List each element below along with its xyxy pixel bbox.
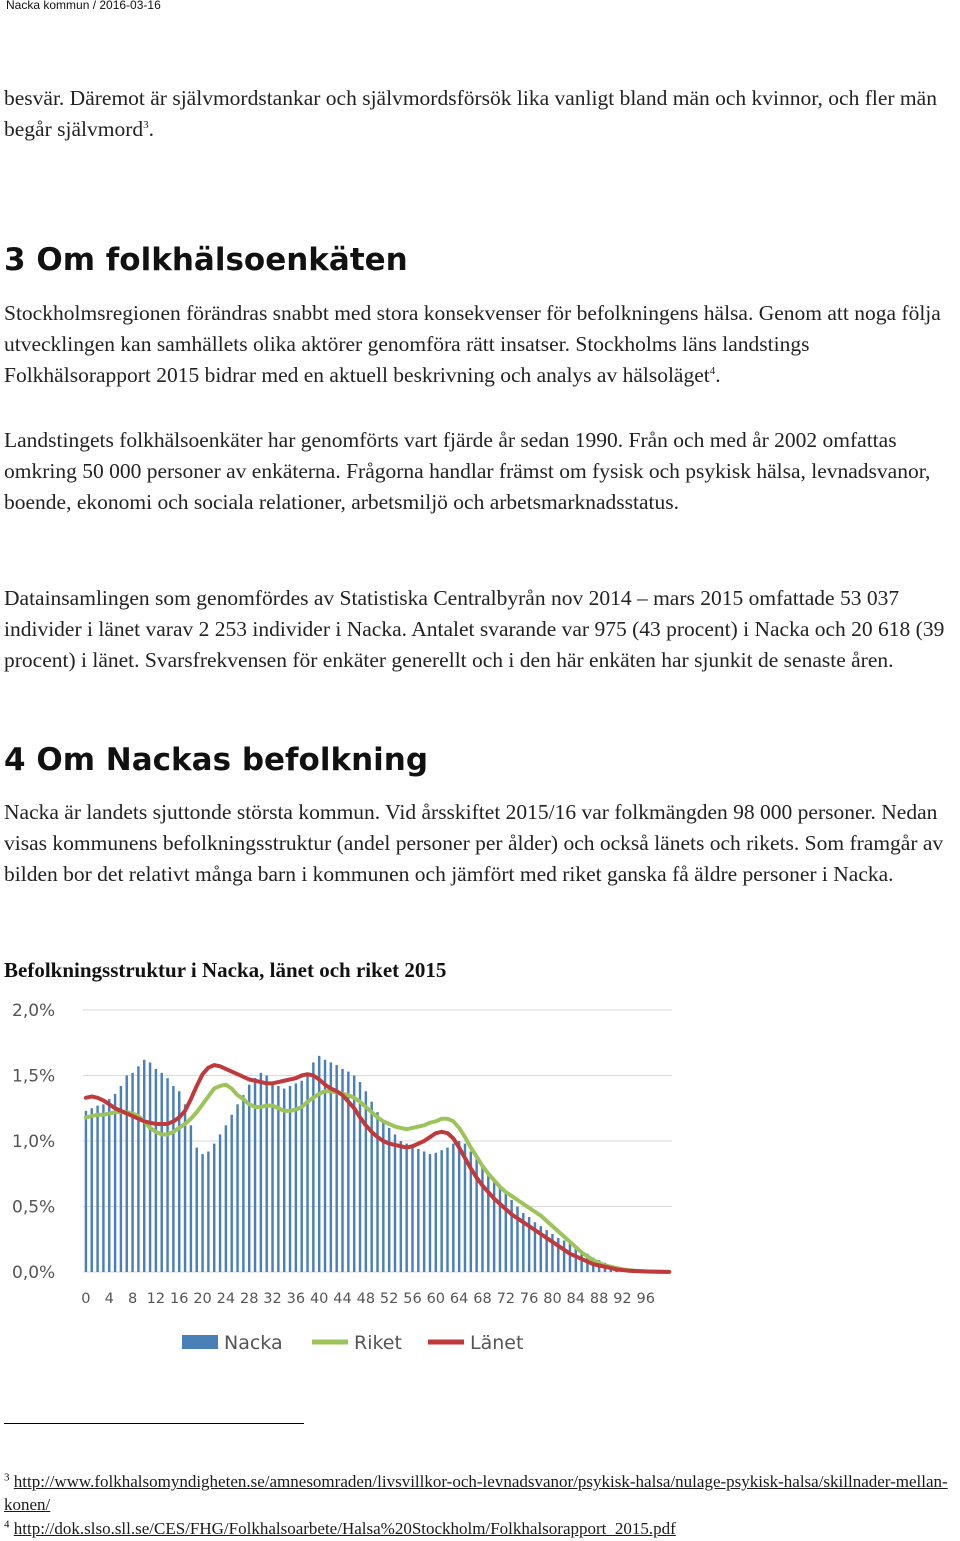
bar-nacka — [102, 1104, 104, 1272]
x-tick-label: 80 — [543, 1291, 562, 1307]
bar-nacka — [394, 1134, 396, 1272]
x-tick-label: 76 — [519, 1291, 539, 1307]
bar-nacka — [335, 1065, 337, 1272]
bar-nacka — [569, 1243, 571, 1272]
bar-nacka — [166, 1078, 168, 1272]
bar-nacka — [143, 1060, 145, 1272]
bar-nacka — [108, 1099, 110, 1272]
bar-nacka — [382, 1121, 384, 1272]
bar-nacka — [563, 1241, 565, 1272]
x-tick-label: 16 — [169, 1291, 189, 1307]
bar-nacka — [96, 1106, 98, 1272]
y-tick-label: 1,5% — [12, 1066, 56, 1087]
bar-nacka — [277, 1086, 279, 1272]
bar-nacka — [289, 1086, 291, 1272]
legend-label-nacka: Nacka — [224, 1332, 283, 1354]
bar-nacka — [429, 1154, 431, 1272]
x-tick-label: 56 — [403, 1291, 422, 1307]
bar-nacka — [411, 1148, 413, 1272]
bar-nacka — [260, 1073, 262, 1272]
bar-nacka — [440, 1150, 442, 1272]
footnote-4-link[interactable]: http://dok.slso.sll.se/CES/FHG/Folkhalsoarbete/Halsa%20Stockholm/Folkhalsorapport_2015.pdf — [13, 1519, 676, 1538]
bar-nacka — [359, 1082, 361, 1272]
bar-nacka — [400, 1141, 402, 1272]
bar-nacka — [341, 1069, 343, 1272]
y-tick-label: 0,0% — [12, 1263, 56, 1283]
chart-bars-nacka — [85, 1056, 671, 1272]
x-tick-label: 68 — [473, 1291, 492, 1307]
bar-nacka — [435, 1153, 437, 1272]
bar-nacka — [195, 1148, 197, 1272]
x-tick-label: 4 — [104, 1291, 114, 1307]
bar-nacka — [417, 1149, 419, 1272]
bar-nacka — [155, 1069, 157, 1272]
intro-text: besvär. Däremot är självmordstankar och självmordsförsök lika vanligt bland män och kvinnor, och fler män begår självmord — [4, 86, 937, 141]
section-3-p1-text: Stockholmsregionen förändras snabbt med stora konsekvenser för befolkningens hälsa. Genom att noga följa utvecklingen kan samhällets olika aktörer genomföra rätt insatser. Stockholms läns landstings Folkhälsorapport 2015 bidrar med en aktuell beskrivning och analys av hälsoläget — [4, 301, 941, 387]
x-tick-label: 0 — [81, 1291, 91, 1307]
chart-x-axis — [81, 1291, 655, 1307]
x-tick-label: 24 — [216, 1291, 236, 1307]
bar-nacka — [458, 1141, 460, 1272]
bar-nacka — [248, 1085, 250, 1272]
bar-nacka — [423, 1151, 425, 1272]
bar-nacka — [452, 1144, 454, 1272]
footnote-divider — [4, 1423, 304, 1424]
bar-nacka — [370, 1102, 372, 1272]
legend-label-länet: Länet — [470, 1332, 524, 1354]
footnote-3-link[interactable]: http://www.folkhalsomyndigheten.se/amnesomraden/livsvillkor-och-levnadsvanor/psykisk-halsa/nulage-psykisk-halsa/skillnader-mellan-konen/ — [4, 1472, 948, 1514]
x-tick-label: 88 — [589, 1291, 609, 1307]
bar-nacka — [161, 1073, 163, 1272]
bar-nacka — [219, 1134, 221, 1272]
x-tick-label: 52 — [379, 1291, 399, 1307]
x-tick-label: 40 — [309, 1291, 329, 1307]
bar-nacka — [184, 1104, 186, 1272]
bar-nacka — [388, 1128, 390, 1272]
y-tick-label: 1,0% — [12, 1132, 56, 1152]
footnote-4-number: 4 — [4, 1518, 10, 1531]
footnote-3-number: 3 — [4, 1471, 10, 1484]
bar-nacka — [149, 1062, 151, 1272]
bar-nacka — [91, 1108, 93, 1272]
bar-nacka — [510, 1200, 512, 1272]
bar-nacka — [242, 1095, 244, 1272]
y-tick-label: 0,5% — [12, 1197, 56, 1218]
x-tick-label: 44 — [333, 1291, 352, 1307]
x-tick-label: 32 — [263, 1291, 282, 1307]
bar-nacka — [137, 1066, 139, 1272]
section-3-paragraph-2: Landstingets folkhälsoenkäter har genomförts vart fjärde år sedan 1990. Från och med år 2002 omfattas omkring 50 000 personer av enkäterna. Frågorna handlar främst om fysisk och psykisk hälsa, levnadsvanor, boende, ekonomi och sociala relationer, arbetsmiljö och arbetsmarknadsstatus. — [4, 428, 931, 514]
intro-end: . — [148, 117, 154, 141]
bar-nacka — [405, 1144, 407, 1272]
footnote-4 — [4, 1517, 954, 1540]
footnote-ref-3[interactable]: 3 — [143, 118, 149, 131]
bar-nacka — [190, 1125, 192, 1272]
x-tick-label: 48 — [356, 1291, 376, 1307]
bar-nacka — [365, 1091, 367, 1272]
bar-nacka — [114, 1094, 116, 1272]
x-tick-label: 28 — [239, 1291, 259, 1307]
chart-y-axis — [12, 1001, 55, 1283]
section-3-title: 3 Om folkhälsoenkäten — [4, 242, 408, 278]
bar-nacka — [493, 1180, 495, 1272]
bar-nacka — [283, 1089, 285, 1272]
section-3-p1-end: . — [715, 363, 721, 387]
bar-nacka — [213, 1144, 215, 1272]
bar-nacka — [236, 1104, 238, 1272]
chart-legend — [182, 1332, 523, 1354]
section-3-paragraph-3: Datainsamlingen som genomfördes av Statistiska Centralbyrån nov 2014 – mars 2015 omfattade 53 037 individer i länet varav 2 253 individer i Nacka. Antalet svarande var 975 (43 procent) i Nacka och 20 618 (39 procent) i länet. Svarsfrekvensen för enkäter generellt och i den här enkäten har sjunkit de senaste åren. — [4, 586, 945, 672]
footnote-3 — [4, 1470, 954, 1516]
legend-label-riket: Riket — [354, 1332, 402, 1354]
bar-nacka — [312, 1062, 314, 1272]
legend-swatch-nacka — [182, 1335, 218, 1349]
bar-nacka — [230, 1115, 232, 1272]
bar-nacka — [126, 1076, 128, 1273]
bar-nacka — [505, 1193, 507, 1272]
population-chart — [0, 990, 700, 1370]
bar-nacka — [446, 1148, 448, 1272]
x-tick-label: 60 — [426, 1291, 446, 1307]
x-tick-label: 8 — [127, 1291, 138, 1307]
y-tick-label: 2,0% — [12, 1001, 56, 1021]
x-tick-label: 84 — [566, 1291, 586, 1307]
x-tick-label: 72 — [496, 1291, 516, 1307]
bar-nacka — [271, 1082, 273, 1272]
x-tick-label: 96 — [636, 1291, 655, 1307]
x-tick-label: 92 — [613, 1291, 632, 1307]
bar-nacka — [225, 1125, 227, 1272]
bar-nacka — [172, 1086, 174, 1272]
x-tick-label: 36 — [286, 1291, 306, 1307]
x-tick-label: 20 — [193, 1291, 212, 1307]
page-header: Nacka kommun / 2016-03-16 — [6, 0, 161, 12]
bar-nacka — [207, 1151, 209, 1272]
bar-nacka — [575, 1247, 577, 1272]
section-4-paragraph-1: Nacka är landets sjuttonde största kommun. Vid årsskiftet 2015/16 var folkmängden 98 000 personer. Nedan visas kommunens befolkningsstruktur (andel personer per ålder) och också länets och rikets. Som framgår av bilden bor det relativt många barn i kommunen och jämfört med riket ganska få äldre personer i Nacka. — [4, 800, 944, 886]
bar-nacka — [201, 1154, 203, 1272]
bar-nacka — [318, 1056, 320, 1272]
bar-nacka — [499, 1187, 501, 1272]
bar-nacka — [85, 1111, 87, 1272]
bar-nacka — [131, 1073, 133, 1272]
x-tick-label: 12 — [146, 1291, 166, 1307]
footnote-ref-4[interactable]: 4 — [709, 364, 716, 377]
section-3-paragraph-1 — [4, 298, 959, 391]
section-4-title: 4 Om Nackas befolkning — [4, 742, 429, 778]
figure-title: Befolkningsstruktur i Nacka, länet och riket 2015 — [4, 958, 447, 982]
intro-paragraph — [4, 83, 959, 145]
x-tick-label: 64 — [449, 1291, 469, 1307]
bar-nacka — [330, 1062, 332, 1272]
